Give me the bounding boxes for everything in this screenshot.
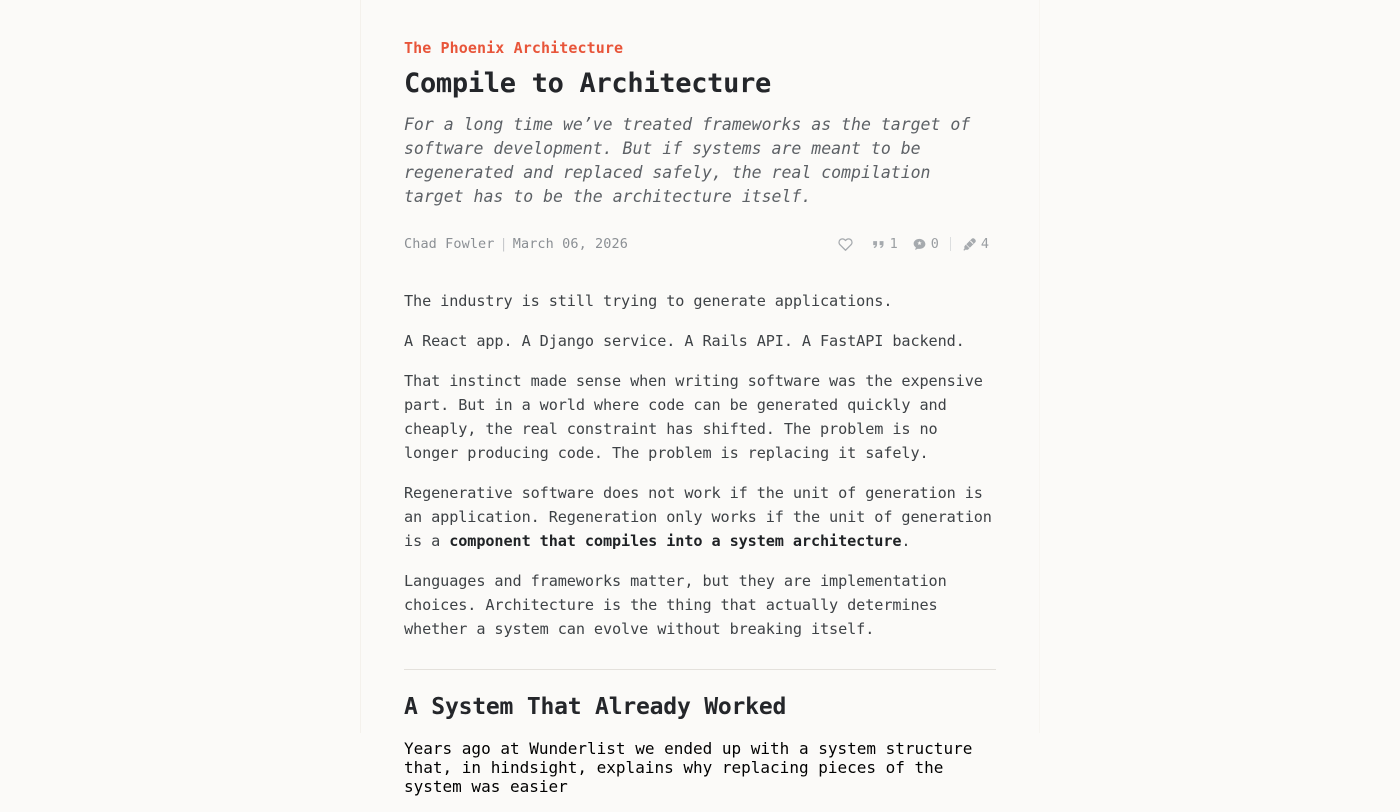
highlight-button[interactable] bbox=[955, 235, 996, 253]
comment-button[interactable] bbox=[905, 235, 946, 253]
emphasis-bold: component that compiles into a system architecture bbox=[449, 532, 902, 550]
engagement-stats bbox=[831, 235, 996, 253]
quote-icon bbox=[871, 237, 886, 252]
stats-divider bbox=[950, 237, 951, 251]
section-heading: A System That Already Worked bbox=[404, 694, 787, 720]
page-title: Compile to Architecture bbox=[404, 68, 771, 99]
quote-button[interactable] bbox=[864, 235, 905, 253]
body-paragraph: A React app. A Django service. A Rails API. A FastAPI backend. bbox=[404, 332, 965, 350]
publication-kicker-link[interactable]: The Phoenix Architecture bbox=[404, 39, 624, 57]
column-rule-left bbox=[360, 0, 361, 733]
section-divider bbox=[404, 669, 996, 670]
like-button[interactable] bbox=[831, 237, 864, 252]
author-name[interactable]: Chad Fowler bbox=[404, 236, 495, 252]
body-paragraph: Years ago at Wunderlist we ended up with a system structure that, in hindsight, explains why replacing pieces of the system was easier bbox=[404, 739, 973, 796]
comment-count: 0 bbox=[930, 236, 939, 252]
column-rule-right bbox=[1039, 0, 1040, 733]
highlighter-icon bbox=[962, 237, 977, 252]
body-paragraph: The industry is still trying to generate applications. bbox=[404, 292, 893, 310]
body-paragraph: Languages and frameworks matter, but they are implementation choices. Architecture is the thing that actually determines whether a system can evolve without breaking itself. bbox=[404, 572, 947, 638]
byline bbox=[404, 236, 628, 252]
emphasis-lead: Regenerative software does not work if the unit of generation is an application. Regeneration only works if the unit of generation is a bbox=[404, 484, 992, 550]
article-container bbox=[404, 0, 996, 812]
section-body bbox=[404, 739, 996, 796]
emphasis-tail: . bbox=[901, 532, 911, 550]
quote-count: 1 bbox=[889, 236, 898, 252]
comment-icon bbox=[912, 237, 927, 252]
byline-row bbox=[404, 233, 996, 255]
article-subtitle: For a long time we’ve treated frameworks as the target of software development. But if systems are meant to be regenerated and replaced safely, the real compilation target has to be the architecture itself. bbox=[404, 115, 971, 206]
publish-date: March 06, 2026 bbox=[512, 236, 628, 252]
article-body bbox=[404, 289, 996, 641]
body-paragraph-emphasis bbox=[404, 481, 996, 553]
highlight-count: 4 bbox=[980, 236, 989, 252]
heart-icon bbox=[838, 237, 853, 252]
body-paragraph: That instinct made sense when writing software was the expensive part. But in a world where code can be generated quickly and cheaply, the real constraint has shifted. The problem is no longer producing code. The problem is replacing it safely. bbox=[404, 372, 983, 462]
byline-separator: | bbox=[499, 236, 508, 252]
